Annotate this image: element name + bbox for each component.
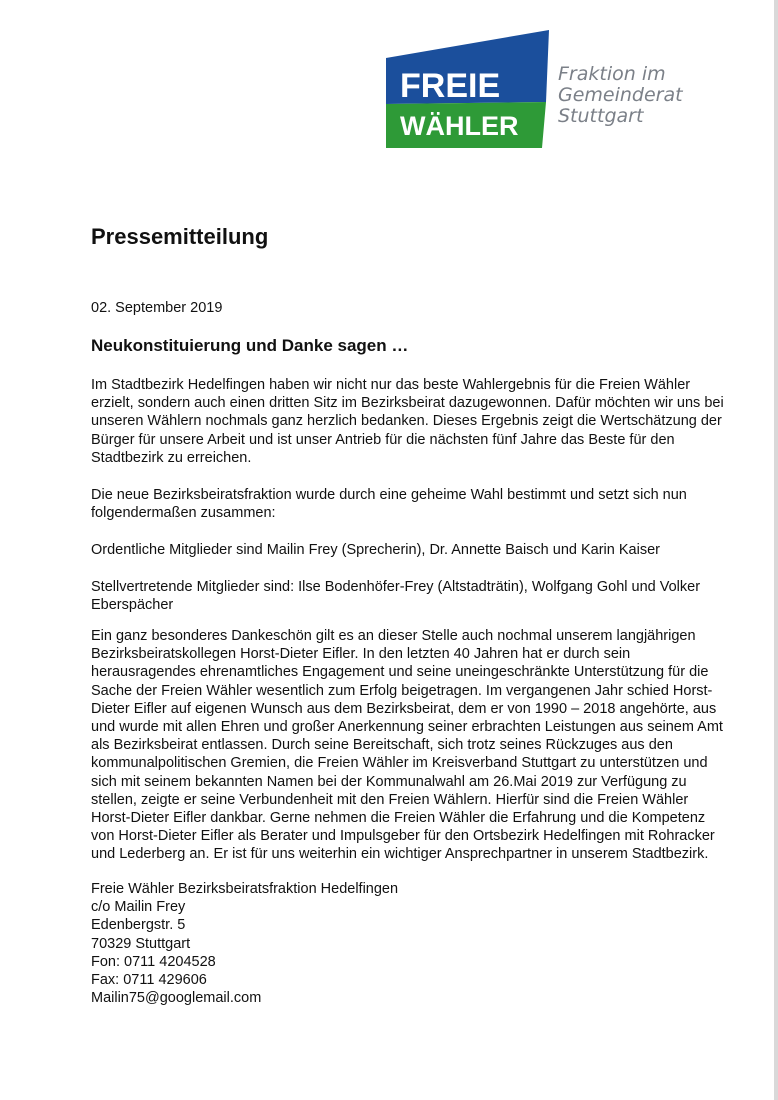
contact-block [91,880,398,1007]
logo-text-line2: WÄHLER [400,111,519,141]
contact-care-of: c/o Mailin Frey [91,899,186,916]
paragraph-deputy-members: Stellvertretende Mitglieder sind: Ilse Bodenhöfer-Frey (Altstadträtin), Wolfgang Gohl und Volker Eberspächer [91,579,701,614]
logo-text-line1: FREIE [400,67,501,105]
faction-line-1: Fraktion im [558,63,666,85]
contact-street: Edenbergstr. 5 [91,917,186,934]
faction-line-3: Stuttgart [558,105,644,127]
paragraph-thanks: Ein ganz besonderes Dankeschön gilt es an dieser Stelle auch nochmal unserem langjährigen Bezirksbeiratskollegen Horst-Dieter Eifler. In den letzten 40 Jahren hat er durch sein herausragendes ehrenamtliches Engagement und seine uneingeschränkte Unterstützung für die Sache der Freien Wähler wesentlich zum Erfolg beigetragen. Im vergangenen Jahr schied Horst-Dieter Eifler auf eigenen Wunsch aus dem Bezirksbeirat, dem er von 1990 – 2018 angehörte, aus und wurde mit allen Ehren und großer Anerkennung seiner erbrachten Leistungen aus seinem Amt als Bezirksbeirat entlassen. Durch seine Bereitschaft, sich trotz seines Rückzuges aus den kommunalpolitischen Gremien, die Freien Wähler im Kreisverband Stuttgart zu unterstützen und sich mit seinem bekannten Namen bei der Kommunalwahl am 26.Mai 2019 zur Verfügung zu stellen, zeigte er seine Verbundenheit mit den Freien Wählern. Hierfür sind die Freien Wähler Horst-Dieter Eifler dankbar. Gerne nehmen die Freien Wähler die Erfahrung und die Kompetenz von Horst-Dieter Eifler als Berater und Impulsgeber für den Ortsbezirk Hedelfingen mit Rohracker und Lederberg an. Er ist für uns weiterhin ein wichtiger Ansprechpartner in unserem Stadtbezirk. [91,628,723,863]
paragraph-composition: Die neue Bezirksbeiratsfraktion wurde durch eine geheime Wahl bestimmt und setzt sich nun folgendermaßen zusammen: [91,487,687,522]
faction-label [558,64,683,127]
headline: Neukonstituierung und Danke sagen … [91,336,409,355]
paragraph-results: Im Stadtbezirk Hedelfingen haben wir nicht nur das beste Wahlergebnis für die Freien Wähler erzielt, sondern auch einen dritten Sitz im Bezirksbeirat dazugewonnen. Dafür möchten wir uns bei unseren Wählern nochmals ganz herzlich bedanken. Dieses Ergebnis zeigt die Wertschätzung der Bürger für unsere Arbeit und ist unser Antrieb für die nächsten fünf Jahre das Beste für den Stadtbezirk zu erreichen. [91,377,724,466]
document-type: Pressemitteilung [91,224,269,249]
paragraph-regular-members: Ordentliche Mitglieder sind Mailin Frey (Sprecherin), Dr. Annette Baisch und Karin Kaiser [91,542,660,558]
faction-line-2: Gemeinderat [558,84,683,106]
contact-fax: Fax: 0711 429606 [91,972,207,989]
contact-email: Mailin75@googlemail.com [91,990,262,1007]
contact-phone: Fon: 0711 4204528 [91,953,216,970]
page-edge [774,0,778,1100]
contact-organization: Freie Wähler Bezirksbeiratsfraktion Hedelfingen [91,881,399,897]
freie-waehler-logo [386,30,551,150]
contact-city: 70329 Stuttgart [91,935,191,952]
press-date: 02. September 2019 [91,300,223,316]
